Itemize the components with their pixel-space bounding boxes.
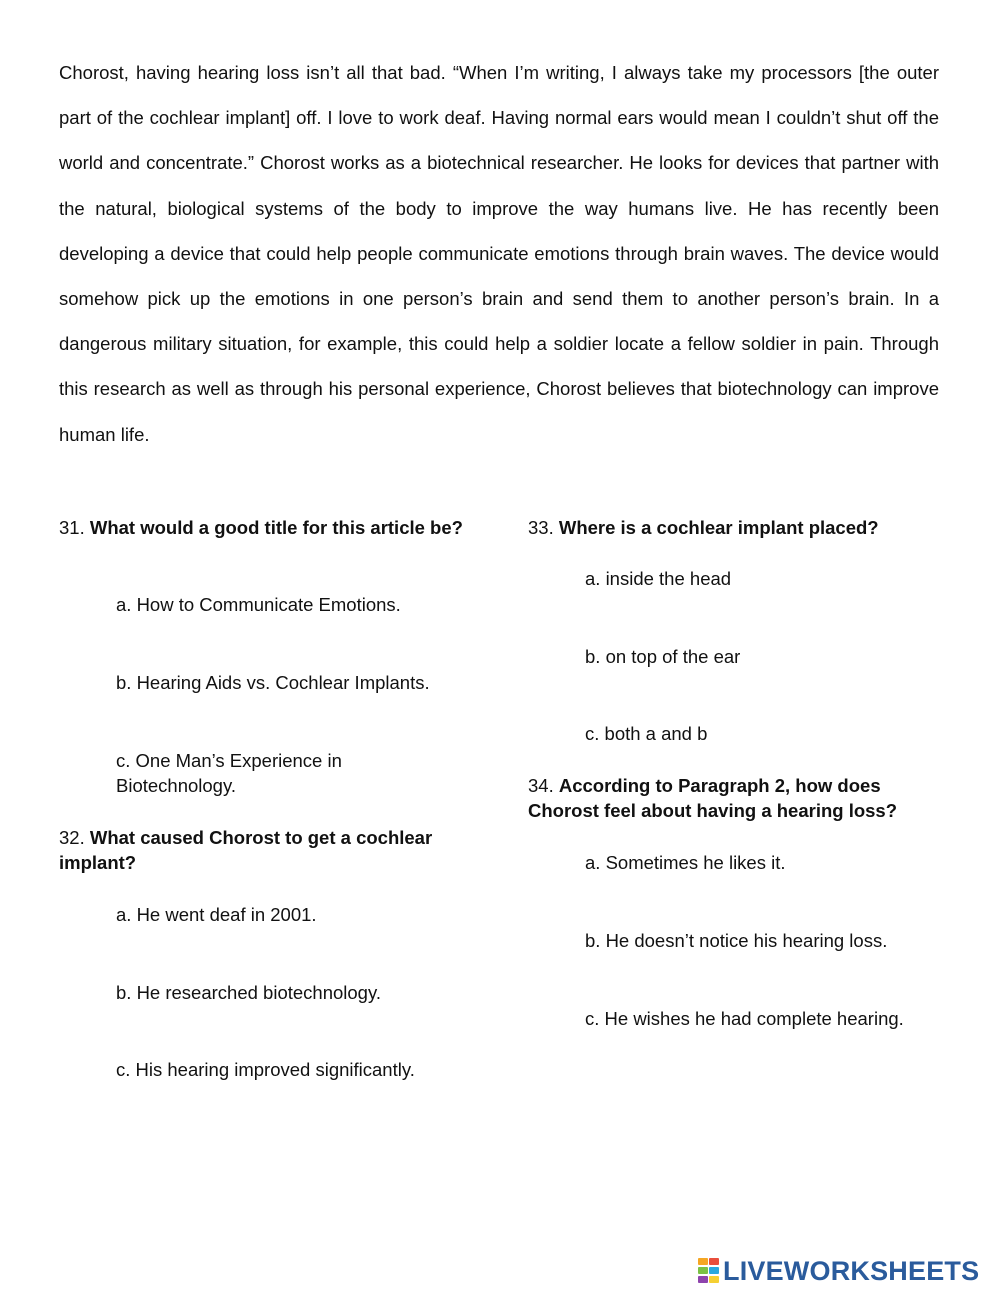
question-number: 33. (528, 517, 554, 538)
question-text: Where is a cochlear implant placed? (558, 517, 879, 538)
question-33-option-b[interactable]: b. on top of the ear (585, 646, 741, 667)
question-31-option-b[interactable]: b. Hearing Aids vs. Cochlear Implants. (116, 672, 430, 693)
liveworksheets-brand[interactable] (698, 1256, 979, 1286)
question-33-option-a[interactable]: a. inside the head (585, 568, 732, 589)
brand-name: LIVEWORKSHEETS (723, 1256, 980, 1286)
question-32-option-b[interactable]: b. He researched biotechnology. (116, 982, 381, 1003)
question-33-option-c[interactable]: c. both a and b (585, 723, 708, 744)
liveworksheets-logo-icon (698, 1258, 720, 1284)
article-paragraph: Chorost, having hearing loss isn’t all that bad. “When I’m writing, I always take my processors [the outer part of the cochlear implant] off. I love to work deaf. Having normal ears would mean I couldn’t shut off the world and concentrate.” Chorost works as a biotechnical researcher. He looks for devices that partner with the natural, biological systems of the body to improve the way humans live. He has recently been developing a device that could help people communicate emotions through brain waves. The device would somehow pick up the emotions in one person’s brain and send them to another person’s brain. In a dangerous military situation, for example, this could help a soldier locate a fellow soldier in pain. Through this research as well as through his personal experience, Chorost believes that biotechnology can improve human life. (59, 62, 939, 445)
question-text: What would a good title for this article be? (89, 517, 463, 538)
question-text: According to Paragraph 2, how does Chorost feel about having a hearing loss? (528, 775, 898, 821)
question-31-option-a[interactable]: a. How to Communicate Emotions. (116, 594, 401, 615)
question-33-prompt (528, 515, 948, 540)
question-32-option-c[interactable]: c. His hearing improved significantly. (116, 1059, 415, 1080)
question-34-prompt (528, 773, 948, 823)
question-number: 34. (528, 775, 554, 796)
question-34-option-c[interactable]: c. He wishes he had complete hearing. (585, 1008, 904, 1029)
question-34-option-b[interactable]: b. He doesn’t notice his hearing loss. (585, 930, 888, 951)
question-32-prompt (59, 825, 469, 875)
question-32-option-a[interactable]: a. He went deaf in 2001. (116, 904, 317, 925)
question-number: 31. (59, 517, 85, 538)
question-34-option-a[interactable]: a. Sometimes he likes it. (585, 852, 786, 873)
question-31-option-c[interactable]: c. One Man’s Experience in Biotechnology. (116, 750, 342, 796)
question-text: What caused Chorost to get a cochlear implant? (59, 827, 433, 873)
question-number: 32. (59, 827, 85, 848)
question-31-prompt (59, 515, 469, 540)
